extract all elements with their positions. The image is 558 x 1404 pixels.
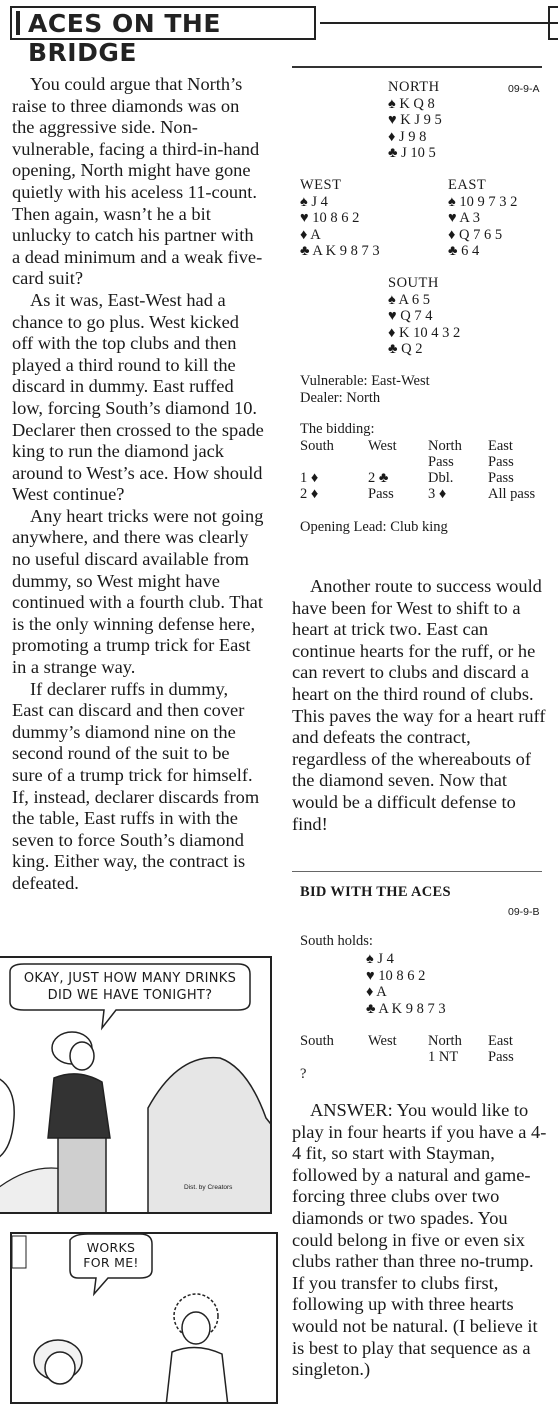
north-label: NORTH xyxy=(388,79,440,95)
column-masthead xyxy=(10,6,316,67)
south-hand xyxy=(388,275,460,358)
north-clubs: ♣ J 10 5 xyxy=(388,145,436,161)
comic-panel-2 xyxy=(10,1232,278,1404)
comic-1-speech: OKAY, JUST HOW MANY DRINKS DID WE HAVE TONIGHT? xyxy=(23,971,237,1003)
bid-cell: All pass xyxy=(488,486,536,503)
article-paragraph: Another route to success would have been for West to shift to a heart at trick two. East can continue hearts for the ruff, or he can revert to clubs and discard a heart on the third round of clubs. This paves the way for a heart ruff and defeats the contract, regardless of the whereabouts of the diamond seven. Now that would be a difficult defense to find! xyxy=(292,576,546,834)
bid-header: West xyxy=(368,437,397,454)
deal-code: 09-9-A xyxy=(508,83,540,95)
bid-cell xyxy=(368,454,428,470)
article-right-column xyxy=(292,576,546,835)
holding-diamonds: ♦ A xyxy=(366,984,387,1000)
south-holding xyxy=(366,951,446,1017)
west-label: WEST xyxy=(300,177,342,193)
bid-cell xyxy=(300,1049,368,1065)
east-diamonds: ♦ Q 7 6 5 xyxy=(448,226,503,243)
bidding-row xyxy=(300,470,550,486)
masthead-bar xyxy=(16,11,20,35)
header-rule xyxy=(320,22,558,24)
other-figure xyxy=(0,1078,14,1158)
west-spades: ♠ J 4 xyxy=(300,193,328,210)
deal-rule xyxy=(292,66,542,68)
woman-face xyxy=(70,1042,94,1070)
article-paragraph: If declarer ruffs in dummy, East can discard and then cover dummy’s diamond nine on the second round of the suit to be sure of a trump trick for himself. If, instead, declarer discards from the table, East ruffs in with the seven to force South’s diamond king. Either way, the contract is defeated. xyxy=(12,678,260,893)
bid-cell: Pass xyxy=(428,453,454,470)
vulnerable-line: Vulnerable: East-West xyxy=(300,373,430,389)
dealer-line: Dealer: North xyxy=(300,389,381,406)
comic-credit: Dist. by Creators xyxy=(184,1184,233,1191)
north-hearts: ♥ K J 9 5 xyxy=(388,112,442,128)
bidding-header-row xyxy=(300,1033,550,1049)
answer-paragraph: ANSWER: You would like to play in four hearts if you have a 4-4 fit, so start with Stayman, followed by a natural and game-forcing three clubs over two diamonds or two spades. You could belong in five or even six clubs rather than three no-trump. If you transfer to clubs first, following up with three hearts would not be natural. (I believe it is best to play that sequence as a singleton.) xyxy=(292,1100,547,1380)
holding-spades: ♠ J 4 xyxy=(366,951,394,967)
woman-top xyxy=(48,1074,110,1138)
bidding-header-row xyxy=(300,438,550,454)
bid-cell: Pass xyxy=(488,453,514,470)
west-diamonds: ♦ A xyxy=(300,226,321,243)
south-clubs: ♣ Q 2 xyxy=(388,341,423,357)
comic-panel-1 xyxy=(0,956,272,1214)
bidding-label: The bidding: xyxy=(300,421,375,437)
bid-header: North xyxy=(428,437,462,454)
south-diamonds: ♦ K 10 4 3 2 xyxy=(388,324,461,341)
east-hearts: ♥ A 3 xyxy=(448,210,480,226)
bid-header: East xyxy=(488,1033,513,1049)
bid-cell: Pass xyxy=(488,1049,514,1066)
south-hearts: ♥ Q 7 4 xyxy=(388,308,433,324)
south-label: SOUTH xyxy=(388,275,439,291)
bid-cell: Dbl. xyxy=(428,470,454,487)
north-hand xyxy=(388,79,442,162)
west-clubs: ♣ A K 9 8 7 3 xyxy=(300,243,380,259)
bid-header: South xyxy=(300,437,334,454)
curly-face xyxy=(182,1312,210,1344)
column-title: ACES ON THE BRIDGE xyxy=(28,9,221,67)
holds-label: South holds: xyxy=(300,933,373,949)
answer-text xyxy=(292,1100,548,1381)
bid-header: South xyxy=(300,1033,334,1049)
bid-question: ? xyxy=(300,1066,307,1082)
bid-cell: 1 ♦ xyxy=(300,470,319,487)
article-paragraph: As it was, East-West had a chance to go plus. West kicked off with the top clubs and then played a third round to kill the discard in dummy. East ruffed low, forcing South’s diamond 10. Declarer then crossed to the spade king to run the diamond jack around to West’s ace. How should West continue? xyxy=(12,289,264,505)
holding-clubs: ♣ A K 9 8 7 3 xyxy=(366,1000,446,1017)
blonde-face xyxy=(45,1352,75,1384)
holding-hearts: ♥ 10 8 6 2 xyxy=(366,967,426,984)
bidding-row xyxy=(300,454,550,470)
bid-cell: 2 ♣ xyxy=(368,470,389,487)
bid-cell xyxy=(368,1049,428,1065)
opening-lead: Opening Lead: Club king xyxy=(300,519,448,535)
article-paragraph: You could argue that North’s raise to three diamonds was on the aggressive side. Non-vulnerable, facing a third-in-hand opening, North might have gone quietly with his aceless 11-count. Then again, wasn’t he a bit unlucky to catch his partner with a dead minimum and a weak five-card suit? xyxy=(12,74,263,289)
north-diamonds: ♦ J 9 8 xyxy=(388,128,427,145)
section-rule xyxy=(292,871,542,872)
east-clubs: ♣ 6 4 xyxy=(448,243,480,259)
bid-with-aces-heading: BID WITH THE ACES xyxy=(300,884,451,900)
south-spades: ♠ A 6 5 xyxy=(388,291,430,308)
east-hand xyxy=(448,177,517,260)
bidding-row xyxy=(300,486,550,502)
bid-cell: Pass xyxy=(488,470,514,487)
bidding-block xyxy=(300,421,550,503)
north-spades: ♠ K Q 8 xyxy=(388,95,435,112)
comic-2-speech: WORKS FOR ME! xyxy=(83,1240,139,1270)
article-left-column xyxy=(12,74,264,895)
bid-header: West xyxy=(368,1033,397,1049)
west-hand xyxy=(300,177,380,260)
bid-cell xyxy=(300,454,368,470)
east-label: EAST xyxy=(448,177,487,193)
bid-cell: 3 ♦ xyxy=(428,486,447,503)
woman-skirt xyxy=(58,1138,106,1214)
bid-header: North xyxy=(428,1033,462,1049)
bid-cell: 1 NT xyxy=(428,1049,459,1066)
bid-code: 09-9-B xyxy=(508,906,540,918)
adjacent-box-edge xyxy=(548,6,558,40)
bidding-table xyxy=(300,438,550,503)
bidding-row xyxy=(300,1049,550,1065)
east-spades: ♠ 10 9 7 3 2 xyxy=(448,193,518,210)
west-hearts: ♥ 10 8 6 2 xyxy=(300,210,360,226)
article-paragraph: Any heart tricks were not going anywhere, and there was clearly no useful discard available from dummy, so West might have continued with a fourth club. That is the only winning defense here, promoting a trump trick for East in a strange way. xyxy=(12,505,264,678)
background-object xyxy=(12,1236,26,1268)
problem-bidding-table xyxy=(300,1033,550,1066)
bid-header: East xyxy=(488,437,513,454)
curly-body xyxy=(166,1347,228,1404)
bid-cell: Pass xyxy=(368,486,394,503)
vulnerability-info xyxy=(300,373,430,406)
bid-cell: 2 ♦ xyxy=(300,486,319,503)
